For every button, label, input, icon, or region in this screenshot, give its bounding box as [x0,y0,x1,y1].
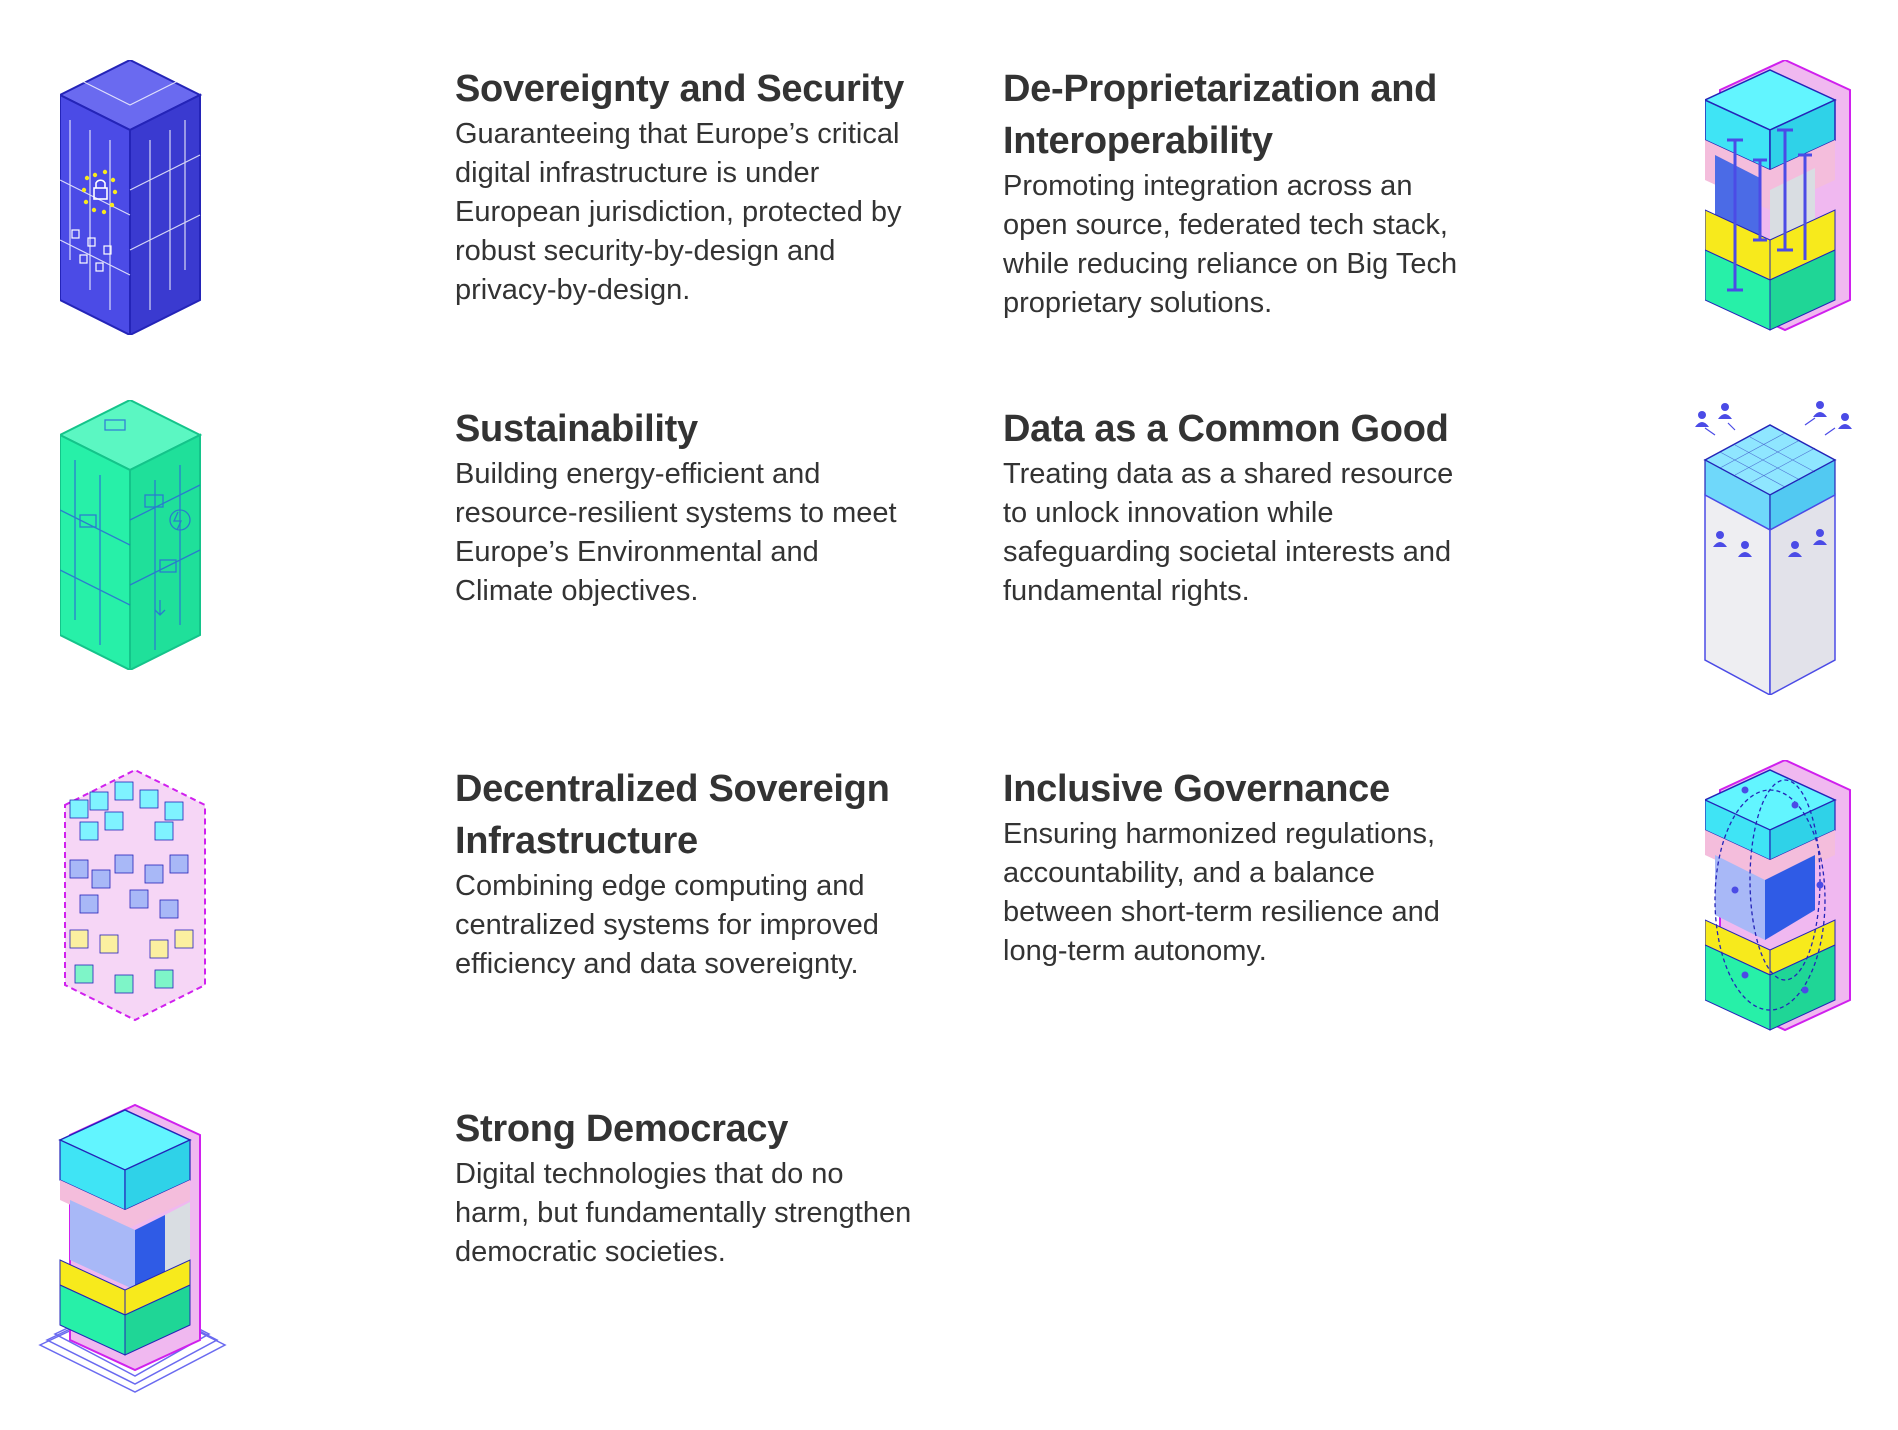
item-description: Combining edge computing and centralized systems for improved efficiency and data sovereignty. [455,870,879,980]
interoperability-tower-icon [1705,60,1855,335]
decentralized-cubes-icon [60,760,210,1030]
item-de-proprietarization [1003,63,1473,323]
item-title: Decentralized Sovereign Infrastructure [455,768,890,862]
item-description: Promoting integration across an open source, federated tech stack, while reducing reliance on Big Tech proprietary solutions. [1003,170,1458,319]
item-title: Sustainability [455,408,698,450]
item-decentralized-infrastructure [455,763,925,984]
item-sustainability [455,403,925,611]
energy-circuit-tower-icon [60,400,210,670]
data-commons-tower-icon [1690,395,1855,695]
item-title: De-Proprietarization and Interoperability [1003,68,1438,162]
eu-lock-tower-icon [60,60,210,335]
item-title: Strong Democracy [455,1108,789,1150]
item-strong-democracy [455,1103,925,1272]
item-description: Ensuring harmonized regulations, accountability, and a balance between short-term resilience and long-term autonomy. [1003,818,1440,967]
democracy-pillar-icon [35,1100,230,1400]
item-description: Digital technologies that do no harm, but fundamentally strengthen democratic societies. [455,1158,912,1268]
item-description: Treating data as a shared resource to unlock innovation while safeguarding societal interests and fundamental rights. [1003,458,1454,607]
item-sovereignty-security [455,63,925,310]
item-description: Guaranteeing that Europe’s critical digital infrastructure is under European jurisdiction, protected by robust security-by-design and privacy-by-design. [455,118,902,306]
item-data-common-good [1003,403,1473,611]
item-title: Sovereignty and Security [455,68,904,110]
item-title: Data as a Common Good [1003,408,1449,450]
governance-tower-icon [1705,760,1855,1035]
item-description: Building energy-efficient and resource-resilient systems to meet Europe’s Environmental and Climate objectives. [455,458,897,607]
item-inclusive-governance [1003,763,1473,971]
item-title: Inclusive Governance [1003,768,1390,810]
